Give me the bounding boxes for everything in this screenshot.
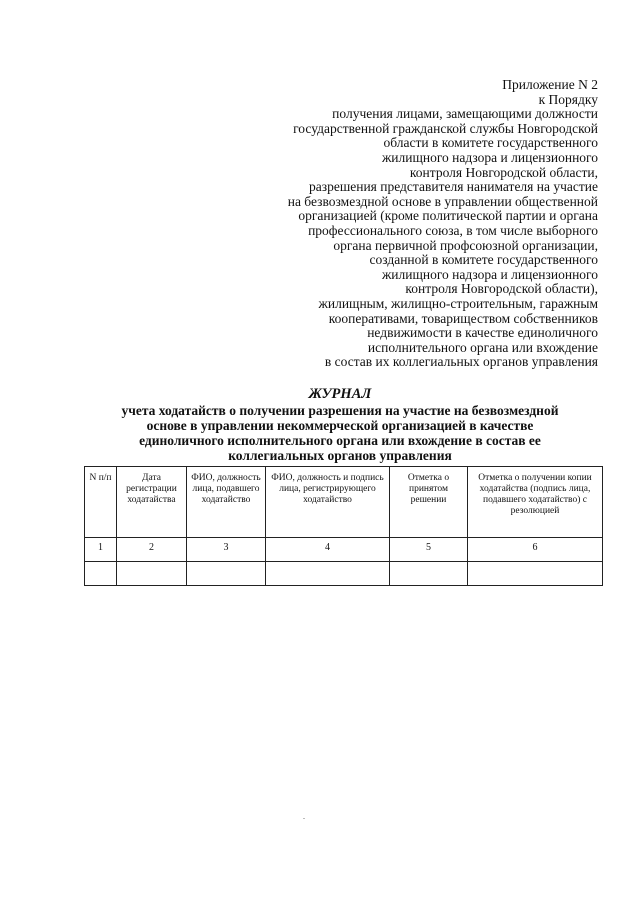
table-header-row <box>85 467 603 538</box>
appendix-line: жилищным, жилищно-строительным, гаражным <box>318 295 598 311</box>
column-header: ФИО, должность лица, подавшего ходатайство <box>187 467 266 538</box>
appendix-line: контроля Новгородской области), <box>405 281 598 297</box>
appendix-line: недвижимости в качестве единоличного <box>367 325 598 341</box>
appendix-heading <box>180 78 598 370</box>
table-cell <box>390 562 468 586</box>
journal-subtitle-line: коллегиальных органов управления <box>228 448 452 463</box>
column-header: N п/п <box>85 467 117 538</box>
appendix-line: в состав их коллегиальных органов управления <box>324 354 598 370</box>
table-cell <box>468 562 603 586</box>
appendix-line: жилищного надзора и лицензионного <box>381 149 598 165</box>
appendix-line: государственной гражданской службы Новгородской <box>293 120 598 136</box>
column-number: 5 <box>390 538 468 562</box>
appendix-line: контроля Новгородской области, <box>409 164 598 180</box>
journal-subtitle-line: основе в управлении некоммерческой организацией в качестве <box>146 418 534 433</box>
appendix-line: к Порядку <box>538 91 598 107</box>
table-cell <box>187 562 266 586</box>
column-header: ФИО, должность и подпись лица, регистрирующего ходатайство <box>266 467 390 538</box>
journal-subtitle-line: единоличного исполнительного органа или вхождение в состав ее <box>139 433 541 448</box>
journal-subtitle-line: учета ходатайств о получении разрешения на участие на безвозмездной <box>121 403 559 418</box>
journal-heading <box>70 387 610 463</box>
appendix-line: органа первичной профсоюзной организации, <box>333 237 598 253</box>
appendix-line: организацией (кроме политической партии и органа <box>298 208 598 224</box>
appendix-line: разрешения представителя нанимателя на участие <box>309 179 598 195</box>
appendix-line: исполнительного органа или вхождение <box>367 339 598 355</box>
table-cell <box>85 562 117 586</box>
column-number: 2 <box>117 538 187 562</box>
appendix-line: на безвозмездной основе в управлении общественной <box>287 193 598 209</box>
appendix-line: области в комитете государственного <box>383 135 598 151</box>
appendix-line: жилищного надзора и лицензионного <box>381 266 598 282</box>
appendix-line: получения лицами, замещающими должности <box>332 106 598 122</box>
journal-title: ЖУРНАЛ <box>308 386 372 402</box>
scan-speck <box>303 818 305 819</box>
column-number: 3 <box>187 538 266 562</box>
appendix-line: Приложение N 2 <box>502 77 598 92</box>
appendix-line: профессионального союза, в том числе выборного <box>308 222 598 238</box>
column-header: Отметка о получении копии ходатайства (подпись лица, подавшего ходатайство) с резолюцией <box>468 467 603 538</box>
column-number: 4 <box>266 538 390 562</box>
column-number-row <box>85 538 603 562</box>
journal-table <box>84 466 603 586</box>
column-header: Дата регистрации ходатайства <box>117 467 187 538</box>
appendix-line: созданной в комитете государственного <box>369 252 598 268</box>
table-row <box>85 562 603 586</box>
appendix-line: кооперативами, товариществом собственников <box>328 310 598 326</box>
column-header: Отметка о принятом решении <box>390 467 468 538</box>
column-number: 6 <box>468 538 603 562</box>
column-number: 1 <box>85 538 117 562</box>
table-cell <box>117 562 187 586</box>
table-cell <box>266 562 390 586</box>
